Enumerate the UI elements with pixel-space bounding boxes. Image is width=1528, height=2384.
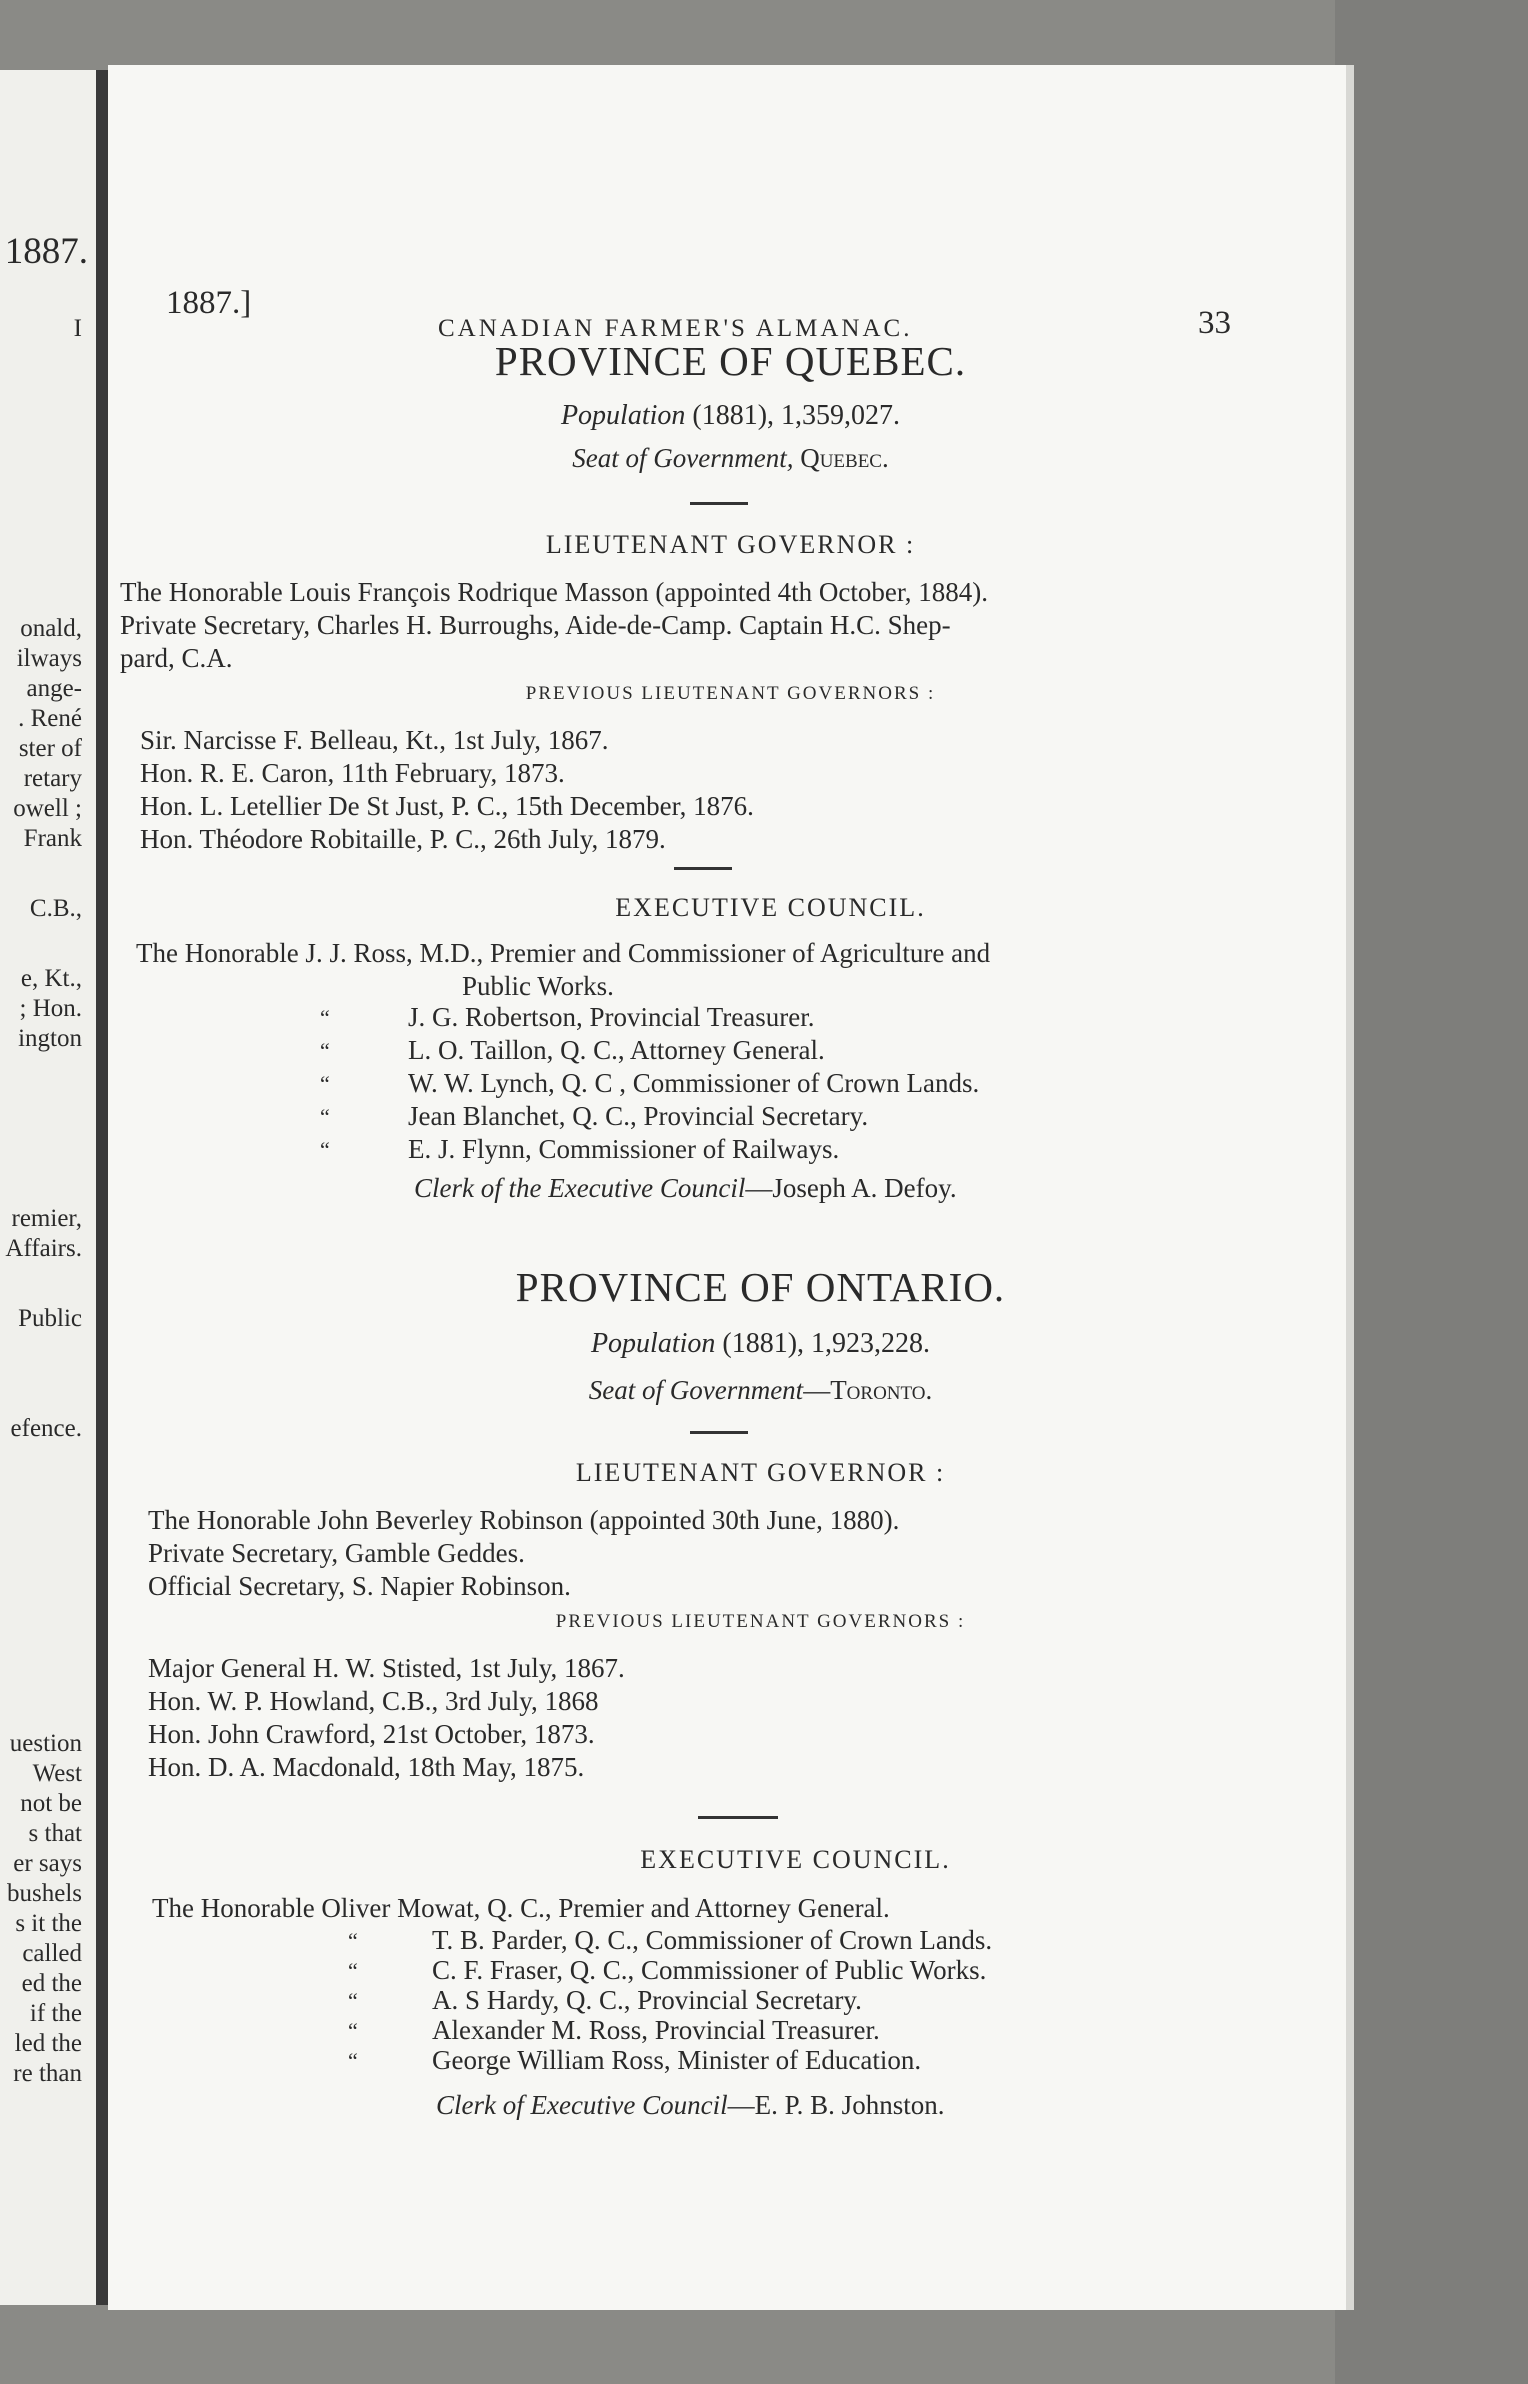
prev-page-fragment: er says — [13, 1850, 82, 1877]
prev-page-fragment: onald, — [20, 615, 82, 642]
clerk-value: —Joseph A. Defoy. — [745, 1173, 957, 1203]
ontario-title: PROVINCE OF ONTARIO. — [515, 1264, 1006, 1310]
prev-page-fragment: West — [32, 1760, 82, 1787]
quebec-exec-member: W. W. Lynch, Q. C , Commissioner of Crown Lands. — [408, 1068, 980, 1098]
population-value: (1881), 1,359,027. — [692, 400, 901, 431]
quebec-lt-gov-heading: LIEUTENANT GOVERNOR : — [545, 530, 916, 559]
seat-label: Seat of Government — [588, 1375, 804, 1405]
quebec-exec-member: J. G. Robertson, Provincial Treasurer. — [408, 1002, 815, 1032]
prev-page-fragment: not be — [20, 1790, 82, 1817]
prev-page-fragment: ster of — [18, 735, 82, 762]
ontario-population — [108, 1328, 1353, 1360]
ontario-prev-governor: Hon. John Crawford, 21st October, 1873. — [148, 1719, 595, 1749]
population-label: Population — [590, 1328, 716, 1359]
seat-label: Seat of Government, — [572, 443, 794, 473]
seat-value: Quebec. — [800, 443, 889, 473]
prev-page-fragment: uestion — [9, 1730, 82, 1757]
ontario-exec-member: Alexander M. Ross, Provincial Treasurer. — [432, 2015, 880, 2045]
ontario-clerk — [436, 2090, 944, 2121]
prev-page-fragment: owell ; — [13, 795, 82, 822]
quebec-prev-governor: Hon. L. Letellier De St Just, P. C., 15th December, 1876. — [140, 791, 754, 821]
ditto-mark: “ — [348, 1988, 358, 2013]
prev-page-fragment: ington — [18, 1025, 82, 1052]
quebec-exec-heading: EXECUTIVE COUNCIL. — [615, 893, 926, 922]
quebec-lt-gov-line: pard, C.A. — [120, 643, 233, 673]
quebec-population — [108, 400, 1353, 432]
prev-page-fragment: . René — [18, 705, 82, 732]
section-rule — [690, 502, 748, 505]
ontario-exec-member: George William Ross, Minister of Education. — [432, 2045, 922, 2075]
previous-page-edge — [0, 70, 104, 2305]
prev-page-fragment: Public — [18, 1305, 82, 1332]
prev-page-fragment: led the — [14, 2030, 82, 2057]
quebec-lt-gov-line: Private Secretary, Charles H. Burroughs, Aide-de-Camp. Captain H.C. Shep- — [120, 610, 951, 640]
quebec-title: PROVINCE OF QUEBEC. — [494, 338, 967, 384]
running-head-year: 1887.] — [166, 285, 252, 321]
clerk-value: —E. P. B. Johnston. — [727, 2090, 945, 2120]
prev-page-fragment: I — [73, 315, 82, 342]
section-rule — [674, 867, 732, 870]
ontario-seat — [108, 1375, 1353, 1406]
quebec-prev-heading: PREVIOUS LIEUTENANT GOVERNORS : — [525, 683, 936, 704]
clerk-label: Clerk of Executive Council — [436, 2090, 728, 2120]
prev-page-fragment: ange- — [26, 675, 82, 702]
quebec-exec-premier-cont: Public Works. — [462, 971, 614, 1001]
prev-page-fragment: s that — [28, 1820, 82, 1847]
prev-page-fragment: s it the — [15, 1910, 82, 1937]
ontario-prev-governor: Major General H. W. Stisted, 1st July, 1867. — [148, 1653, 625, 1683]
prev-page-fragment: re than — [13, 2060, 82, 2087]
ontario-prev-governor: Hon. W. P. Howland, C.B., 3rd July, 1868 — [148, 1686, 599, 1716]
almanac-page — [108, 65, 1353, 2310]
ontario-exec-member: T. B. Parder, Q. C., Commissioner of Crown Lands. — [432, 1925, 993, 1955]
ontario-exec-heading: EXECUTIVE COUNCIL. — [640, 1845, 951, 1874]
prev-page-fragment: Affairs. — [5, 1235, 82, 1262]
clerk-label: Clerk of the Executive Council — [414, 1173, 746, 1203]
ditto-mark: “ — [320, 1137, 330, 1162]
running-head-title: CANADIAN FARMER'S ALMANAC. — [438, 315, 913, 342]
ditto-mark: “ — [348, 1928, 358, 1953]
section-rule — [698, 1816, 778, 1819]
ditto-mark: “ — [348, 1958, 358, 1983]
prev-page-fragment: C.B., — [29, 895, 82, 922]
population-label: Population — [560, 400, 686, 431]
quebec-prev-governor: Hon. R. E. Caron, 11th February, 1873. — [140, 758, 565, 788]
prev-page-fragment: ilways — [16, 645, 82, 672]
ditto-mark: “ — [348, 2018, 358, 2043]
prev-page-year: 1887. — [4, 231, 88, 272]
seat-value: —Toronto. — [803, 1375, 933, 1405]
ontario-prev-governor: Hon. D. A. Macdonald, 18th May, 1875. — [148, 1752, 585, 1782]
prev-page-fragment: Frank — [23, 825, 82, 852]
ditto-mark: “ — [320, 1005, 330, 1030]
ontario-exec-premier: The Honorable Oliver Mowat, Q. C., Premier and Attorney General. — [152, 1893, 890, 1923]
ontario-lt-gov-line: Private Secretary, Gamble Geddes. — [148, 1538, 525, 1568]
page-edge — [1346, 65, 1354, 2310]
ditto-mark: “ — [320, 1071, 330, 1096]
quebec-exec-member: E. J. Flynn, Commissioner of Railways. — [408, 1134, 840, 1164]
quebec-lt-gov-line: The Honorable Louis François Rodrique Masson (appointed 4th October, 1884). — [120, 577, 988, 607]
prev-page-fragment: ; Hon. — [19, 995, 82, 1022]
prev-page-fragment: ed the — [21, 1970, 82, 1997]
ontario-lt-gov-line: The Honorable John Beverley Robinson (appointed 30th June, 1880). — [148, 1505, 900, 1535]
prev-page-fragment: retary — [23, 765, 82, 792]
population-value: (1881), 1,923,228. — [722, 1328, 931, 1359]
ditto-mark: “ — [320, 1038, 330, 1063]
prev-page-fragment: bushels — [7, 1880, 82, 1907]
section-rule — [690, 1431, 748, 1434]
ontario-exec-member: C. F. Fraser, Q. C., Commissioner of Public Works. — [432, 1955, 987, 1985]
quebec-prev-governor: Hon. Théodore Robitaille, P. C., 26th July, 1879. — [140, 824, 666, 854]
background-right — [1335, 0, 1528, 2384]
quebec-seat — [108, 443, 1353, 474]
prev-page-fragment: if the — [29, 2000, 82, 2027]
prev-page-fragment: called — [22, 1940, 82, 1967]
quebec-exec-premier: The Honorable J. J. Ross, M.D., Premier and Commissioner of Agriculture and — [136, 938, 991, 968]
quebec-clerk — [414, 1173, 957, 1204]
prev-page-fragment: e, Kt., — [20, 965, 82, 992]
ontario-exec-member: A. S Hardy, Q. C., Provincial Secretary. — [432, 1985, 862, 2015]
ditto-mark: “ — [320, 1104, 330, 1129]
ditto-mark: “ — [348, 2048, 358, 2073]
quebec-exec-member: Jean Blanchet, Q. C., Provincial Secretary. — [408, 1101, 869, 1131]
prev-page-fragment: efence. — [10, 1415, 82, 1442]
quebec-prev-governor: Sir. Narcisse F. Belleau, Kt., 1st July, 1867. — [140, 725, 609, 755]
prev-page-fragment: remier, — [11, 1205, 82, 1232]
ontario-lt-gov-line: Official Secretary, S. Napier Robinson. — [148, 1571, 571, 1601]
quebec-exec-member: L. O. Taillon, Q. C., Attorney General. — [408, 1035, 825, 1065]
ontario-lt-gov-heading: LIEUTENANT GOVERNOR : — [575, 1458, 946, 1487]
page-number: 33 — [1198, 305, 1231, 341]
ontario-prev-heading: PREVIOUS LIEUTENANT GOVERNORS : — [555, 1611, 966, 1632]
